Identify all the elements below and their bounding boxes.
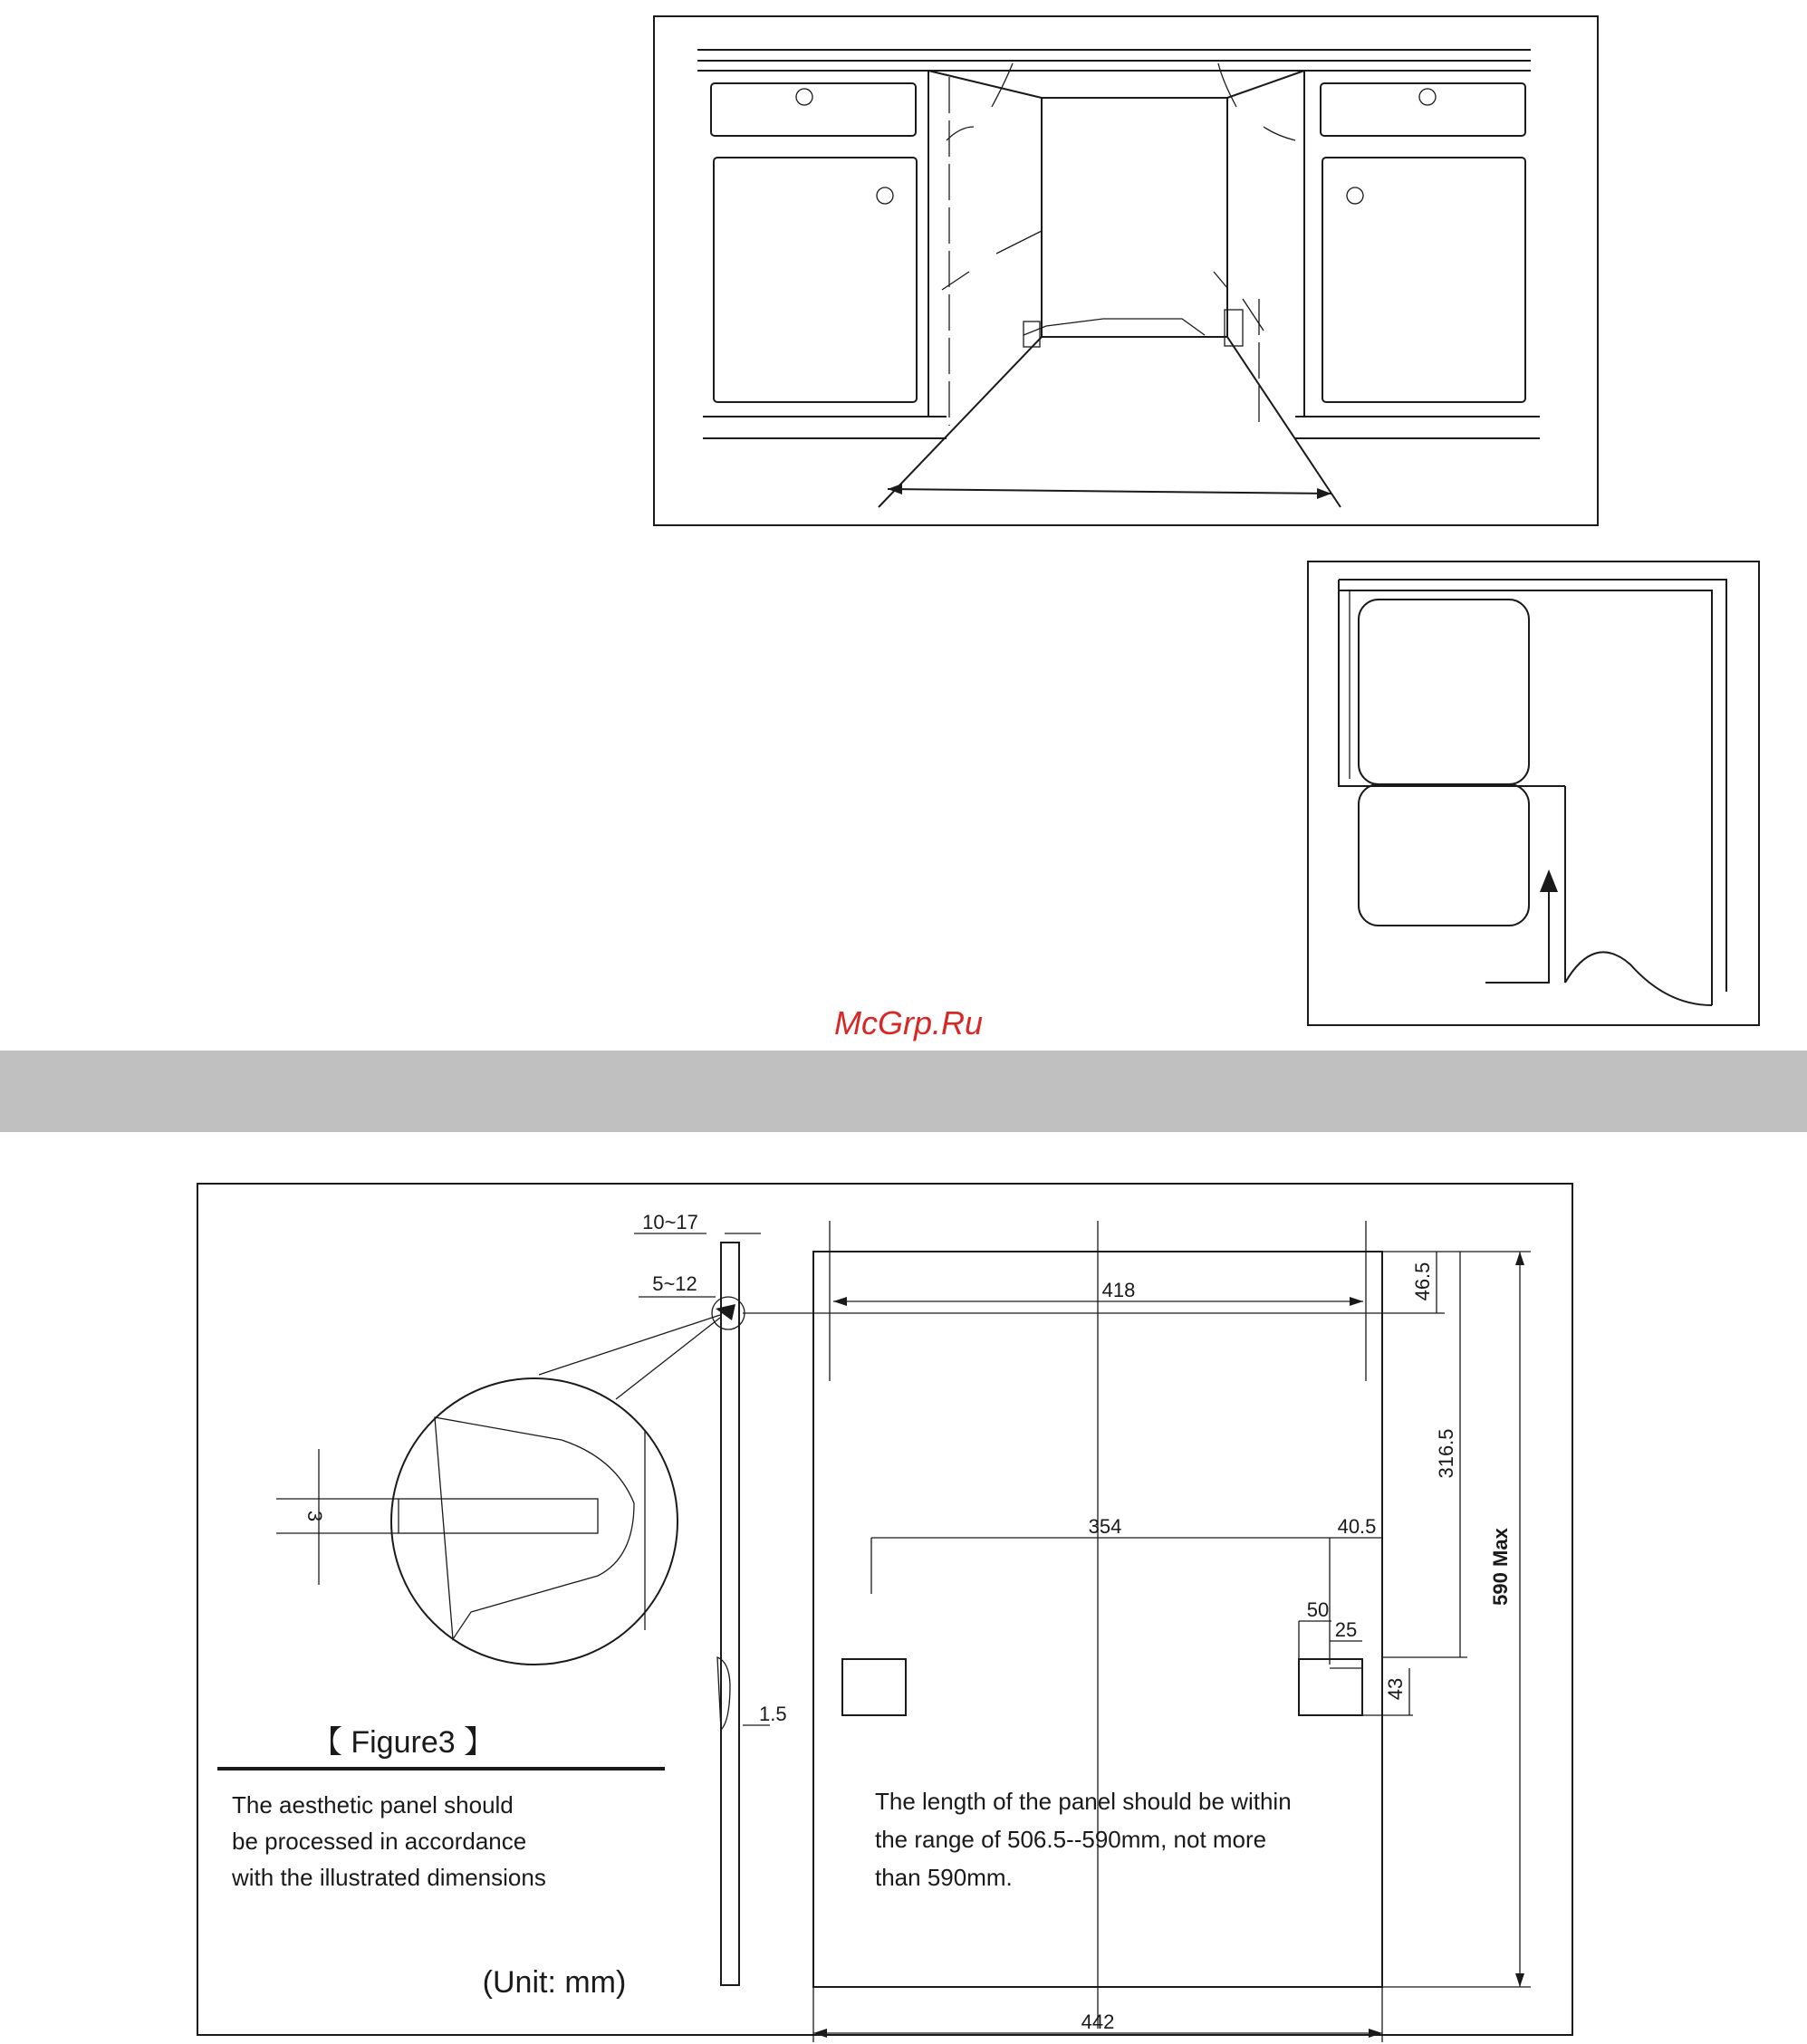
dim-354: 354 (1088, 1515, 1122, 1538)
figure3-desc-line2: be processed in accordance (232, 1828, 527, 1855)
dim-5-12: 5~12 (652, 1272, 697, 1295)
dim-50: 50 (1306, 1598, 1330, 1621)
watermark-text: McGrp.Ru (833, 1004, 984, 1041)
plan-view-figure (1308, 561, 1759, 1025)
dim-1-5: 1.5 (759, 1703, 787, 1725)
dim-316-5: 316.5 (1435, 1428, 1457, 1479)
dim-25: 25 (1334, 1618, 1358, 1641)
dim-43: 43 (1384, 1677, 1407, 1701)
panel-length-note-line1: The length of the panel should be within (875, 1788, 1292, 1815)
dim-10-17: 10~17 (642, 1211, 698, 1233)
figure3-title: 【 Figure3 】 (311, 1725, 495, 1760)
panel-length-note-line3: than 590mm. (875, 1864, 1013, 1891)
figure3-panel (197, 1184, 1572, 2042)
dim-46-5: 46.5 (1411, 1262, 1434, 1301)
dim-3: 3 (303, 1510, 326, 1522)
panel-length-note-line2: the range of 506.5--590mm, not more (875, 1826, 1267, 1853)
cabinet-niche-figure (654, 16, 1598, 525)
figure3-desc-line1: The aesthetic panel should (232, 1791, 514, 1818)
dim-442: 442 (1081, 2010, 1115, 2033)
unit-label: (Unit: mm) (482, 1965, 627, 2000)
dim-418: 418 (1101, 1279, 1136, 1301)
dim-590-max: 590 Max (1489, 1528, 1512, 1606)
figure3-desc-line3: with the illustrated dimensions (232, 1864, 546, 1891)
dim-40-5: 40.5 (1337, 1515, 1377, 1538)
